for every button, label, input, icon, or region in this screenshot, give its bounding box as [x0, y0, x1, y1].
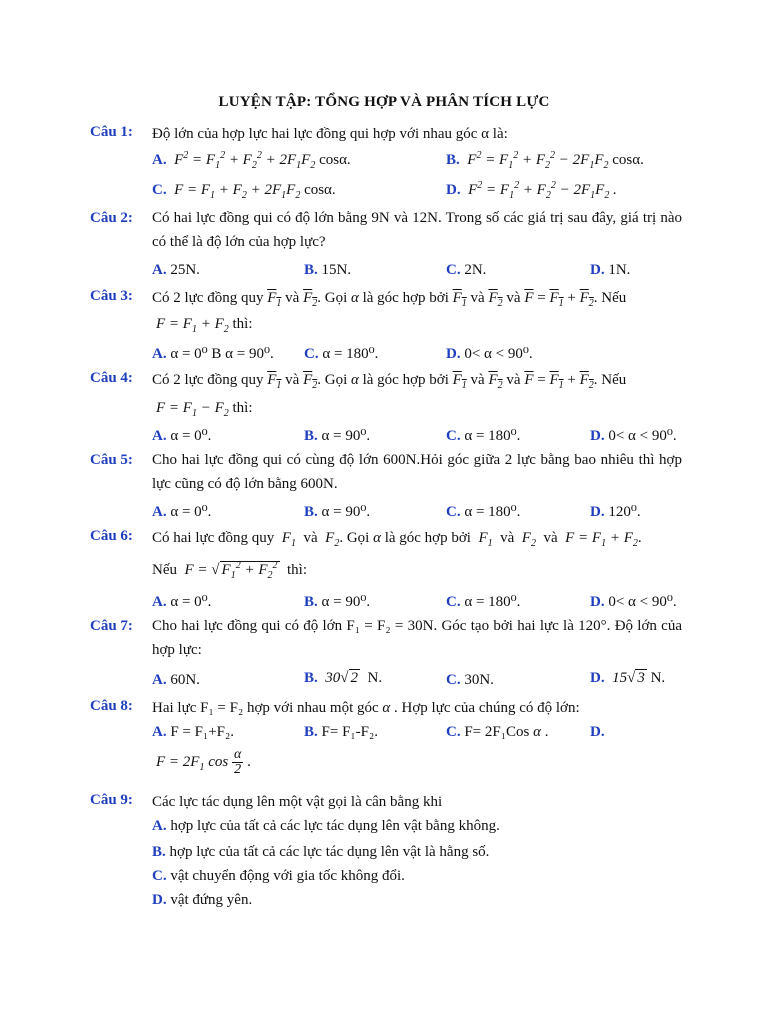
question-8-option-b: B. F= F₁-F₂. [304, 724, 378, 740]
question-3-number: Câu 3: [90, 288, 133, 304]
question-7-option-a: A. 60N. [152, 672, 200, 688]
question-1-option-c: C. $F = F_1 + F_2 + 2F_1F_2$ cosα. [152, 182, 336, 201]
question-7-number: Câu 7: [90, 618, 133, 634]
question-8-option-c: C. F= 2F₁Cos α . [446, 724, 549, 740]
question-6-number: Câu 6: [90, 528, 133, 544]
question-4-condition: $F = F_1 - F_2$ thì: [156, 400, 253, 419]
question-2-number: Câu 2: [90, 210, 133, 226]
option-label: C. [152, 182, 167, 198]
question-7-option-b: B. 30√ 2 N. [304, 670, 383, 686]
question-5-option-b: B. α = 90⁰. [304, 504, 371, 520]
question-4-option-c: C. α = 180⁰. [446, 428, 521, 444]
question-6-option-d: D. 0< α < 90⁰. [590, 594, 677, 610]
question-9-option-c: C. vật chuyển động với gia tốc không đổi. [152, 868, 405, 884]
question-9-stem: Các lực tác dụng lên một vật gọi là cân bằng khi [152, 794, 443, 810]
question-6-stem: Có hai lực đồng quy $F_1$ và $F_2$. Gọi α là góc hợp bởi $F_1$ và $F_2$ và $F = F_1 + F_2$. [152, 530, 642, 549]
question-5-option-a: A. α = 0⁰. [152, 504, 212, 520]
question-6-option-a: A. α = 0⁰. [152, 594, 212, 610]
question-3-option-d: D. 0< α < 90⁰. [446, 346, 533, 362]
question-3-option-a: A. α = 0⁰ B α = 90⁰. [152, 346, 274, 362]
question-4-option-a: A. α = 0⁰. [152, 428, 212, 444]
question-9-number: Câu 9: [90, 792, 133, 808]
question-8-stem: Hai lực F₁ = F₂ hợp với nhau một góc α . Hợp lực của chúng có độ lớn: [152, 700, 580, 716]
question-3-option-c: C. α = 180⁰. [304, 346, 379, 362]
question-2-option-b: B. 15N. [304, 262, 352, 278]
question-4-option-b: B. α = 90⁰. [304, 428, 371, 444]
option-label: B. [446, 152, 460, 168]
formula: $F^2 = F_1^2 + F_2^2 - 2F_1F_2$ . [464, 180, 617, 201]
question-1-option-a: A. $F^2 = F_1^2 + F_2^2 + 2F_1F_2$ cosα. [152, 150, 351, 171]
question-6-option-c: C. α = 180⁰. [446, 594, 521, 610]
question-9-option-d: D. vật đứng yên. [152, 892, 253, 908]
question-2-option-d: D. 1N. [590, 262, 631, 278]
question-1-number: Câu 1: [90, 124, 133, 140]
question-3-stem: Có 2 lực đồng quy $F_1$ và $F_2$. Gọi α là góc hợp bởi $F_1$ và $F_2$ và $\overline{F} = F_1 + F_2$. Nếu [152, 290, 627, 309]
question-7-option-c: C. 30N. [446, 672, 494, 688]
page-title: LUYỆN TẬP: TỔNG HỢP VÀ PHÂN TÍCH LỰC [218, 94, 550, 110]
question-5-option-c: C. α = 180⁰. [446, 504, 521, 520]
question-5-option-d: D. 120⁰. [590, 504, 641, 520]
question-6-condition: Nếu F = √ $F_1^2 + F_2^2$ thì: [152, 560, 308, 581]
question-6-option-b: B. α = 90⁰. [304, 594, 371, 610]
question-5-stem: Cho hai lực đồng qui có cùng độ lớn 600N.Hỏi góc giữa 2 lực bằng bao nhiêu thì hợp lực cũng có độ lớn bằng 600N. [152, 452, 682, 492]
question-7-option-d: D. 15√ 3 N. [590, 670, 666, 686]
question-4-stem: Có 2 lực đồng quy $F_1$ và $F_2$. Gọi α là góc hợp bởi $F_1$ và $F_2$ và $\overline{F} = F_1 + F_2$. Nếu [152, 372, 627, 391]
question-4-number: Câu 4: [90, 370, 133, 386]
formula: $F^2 = F_1^2 + F_2^2 + 2F_1F_2$ [170, 150, 316, 171]
question-4-option-d: D. 0< α < 90⁰. [590, 428, 677, 444]
question-8-option-d-formula: $F = 2F_1$ cos $\frac{\alpha}{2}$ . [156, 747, 251, 777]
option-label: D. [446, 182, 461, 198]
question-1-stem: Độ lớn của hợp lực hai lực đồng qui hợp với nhau góc α là: [152, 126, 508, 142]
question-2-stem: Có hai lực đồng qui có độ lớn bằng 9N và 12N. Trong số các giá trị sau đây, giá trị nào có thể là độ lớn của hợp lực? [152, 210, 682, 250]
question-2-option-a: A. 25N. [152, 262, 200, 278]
question-3-condition: $F = F_1 + F_2$ thì: [156, 316, 253, 335]
question-8-option-d: D. [590, 724, 605, 740]
fraction: $\frac{\alpha}{2}$ [233, 747, 242, 777]
question-1-option-d [446, 180, 617, 200]
question-8-option-a: A. F = F₁+F₂. [152, 724, 234, 740]
question-8-number: Câu 8: [90, 698, 133, 714]
question-1-option-b: B. $F^2 = F_1^2 + F_2^2 - 2F_1F_2$ cosα. [446, 150, 644, 171]
question-2-option-c: C. 2N. [446, 262, 487, 278]
question-9-option-b: B. hợp lực của tất cả các lực tác dụng lên vật là hằng số. [152, 844, 490, 860]
formula: $F^2 = F_1^2 + F_2^2 - 2F_1F_2$ [463, 150, 609, 171]
formula: $F = F_1 + F_2 + 2F_1F_2$ [170, 182, 301, 201]
option-label: A. [152, 152, 167, 168]
question-7-stem: Cho hai lực đồng qui có độ lớn F₁ = F₂ = 30N. Góc tạo bởi hai lực là 120°. Độ lớn của hợp lực: [152, 618, 682, 658]
question-9-option-a: A. hợp lực của tất cả các lực tác dụng lên vật bằng không. [152, 818, 500, 834]
question-5-number: Câu 5: [90, 452, 133, 468]
